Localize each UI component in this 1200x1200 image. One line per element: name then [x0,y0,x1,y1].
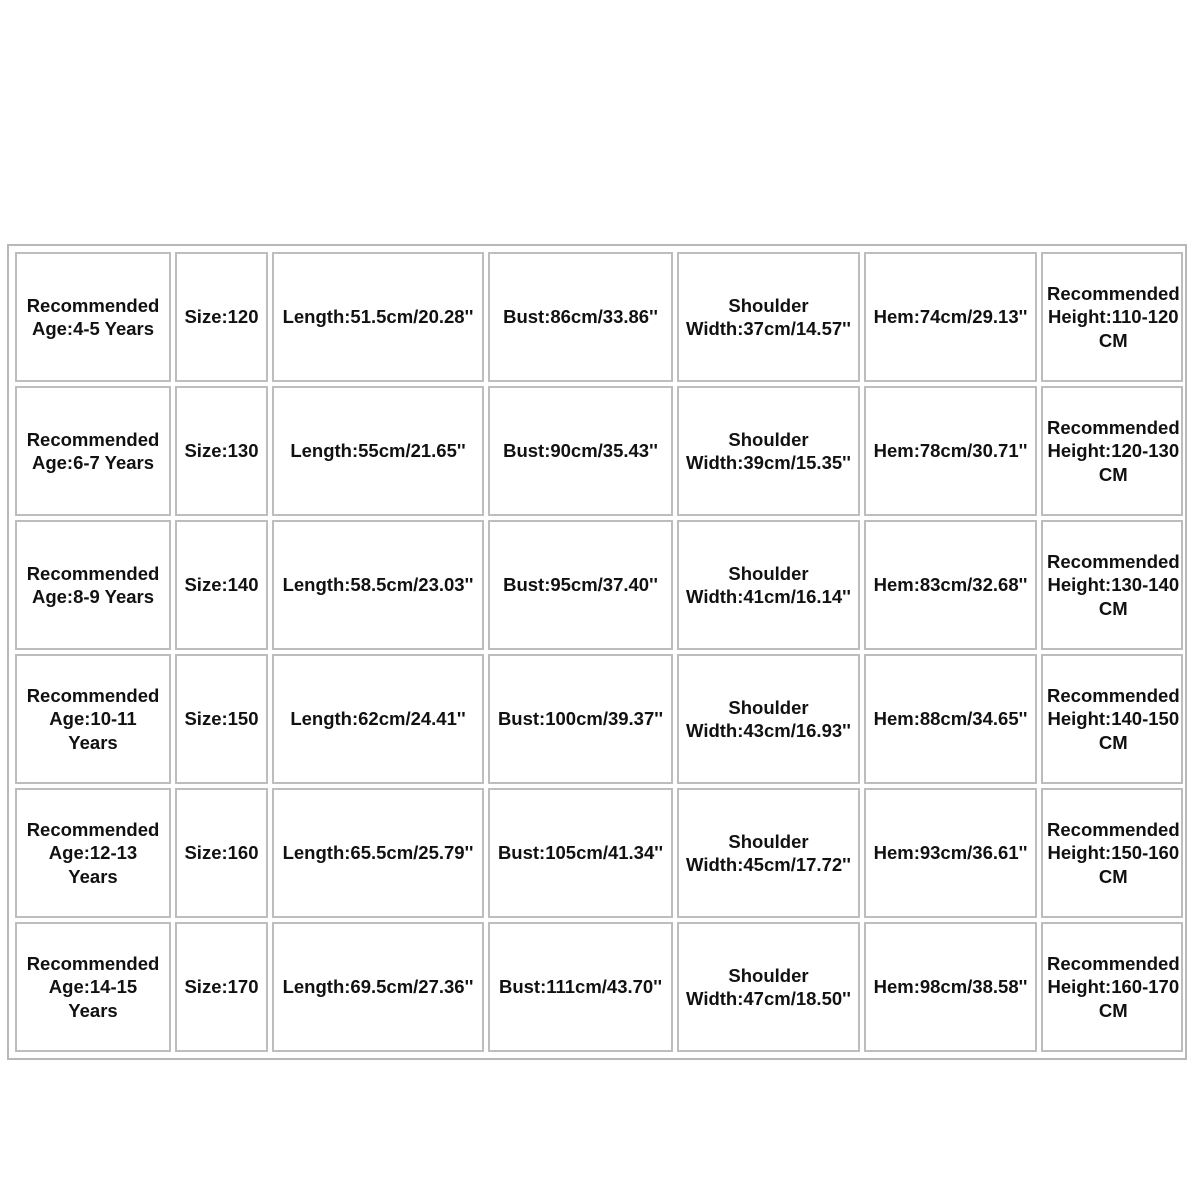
hem-text: Hem:88cm/34.65'' [873,708,1028,730]
size-text: Size:150 [184,708,259,730]
table-row [15,252,1183,382]
length-text: Length:55cm/21.65'' [290,440,466,462]
size-text: Size:140 [184,574,259,596]
cell-height [1041,520,1183,650]
cell-height [1041,922,1183,1052]
cell-length [272,386,484,516]
cell-shoulder [677,788,860,918]
cell-length [272,252,484,382]
cell-hem [864,520,1037,650]
shoulder-text: Shoulder Width:47cm/18.50'' [686,964,851,1009]
bust-text: Bust:86cm/33.86'' [503,306,658,328]
cell-shoulder [677,520,860,650]
hem-text: Hem:83cm/32.68'' [873,574,1028,596]
size-text: Size:160 [184,842,259,864]
cell-age [15,386,171,516]
size-text: Size:120 [184,306,259,328]
length-text: Length:62cm/24.41'' [290,708,466,730]
cell-shoulder [677,922,860,1052]
cell-bust [488,520,673,650]
cell-height [1041,386,1183,516]
cell-length [272,922,484,1052]
cell-hem [864,654,1037,784]
bust-text: Bust:100cm/39.37'' [497,708,664,730]
height-text: Recommended Height:120-130 CM [1047,416,1180,485]
table-row [15,386,1183,516]
cell-shoulder [677,252,860,382]
cell-shoulder [677,654,860,784]
cell-length [272,788,484,918]
height-text: Recommended Height:140-150 CM [1047,684,1180,753]
cell-age [15,654,171,784]
cell-length [272,654,484,784]
cell-age [15,922,171,1052]
age-text: Recommended Age:14-15 Years [26,952,160,1021]
bust-text: Bust:111cm/43.70'' [498,976,663,998]
size-chart-body [15,252,1183,1052]
height-text: Recommended Height:150-160 CM [1047,818,1180,887]
age-text: Recommended Age:10-11 Years [26,684,160,753]
cell-bust [488,252,673,382]
cell-shoulder [677,386,860,516]
hem-text: Hem:78cm/30.71'' [873,440,1028,462]
cell-size [175,252,268,382]
hem-text: Hem:93cm/36.61'' [873,842,1028,864]
height-text: Recommended Height:110-120 CM [1047,282,1180,351]
bust-text: Bust:95cm/37.40'' [503,574,658,596]
size-chart-frame [7,244,1187,1060]
cell-size [175,654,268,784]
cell-age [15,520,171,650]
age-text: Recommended Age:8-9 Years [26,562,160,607]
table-row [15,654,1183,784]
bust-text: Bust:105cm/41.34'' [497,842,664,864]
length-text: Length:69.5cm/27.36'' [282,976,474,998]
cell-hem [864,252,1037,382]
height-text: Recommended Height:130-140 CM [1047,550,1180,619]
table-row [15,788,1183,918]
age-text: Recommended Age:12-13 Years [26,818,160,887]
shoulder-text: Shoulder Width:37cm/14.57'' [686,294,851,339]
table-row [15,520,1183,650]
cell-bust [488,922,673,1052]
table-row [15,922,1183,1052]
cell-hem [864,386,1037,516]
cell-height [1041,252,1183,382]
shoulder-text: Shoulder Width:45cm/17.72'' [686,830,851,875]
cell-height [1041,654,1183,784]
cell-age [15,788,171,918]
cell-hem [864,922,1037,1052]
cell-size [175,788,268,918]
size-chart-table [11,248,1187,1056]
length-text: Length:51.5cm/20.28'' [282,306,474,328]
cell-bust [488,654,673,784]
cell-bust [488,788,673,918]
hem-text: Hem:98cm/38.58'' [873,976,1028,998]
shoulder-text: Shoulder Width:43cm/16.93'' [686,696,851,741]
age-text: Recommended Age:6-7 Years [26,428,160,473]
cell-size [175,386,268,516]
height-text: Recommended Height:160-170 CM [1047,952,1180,1021]
cell-hem [864,788,1037,918]
bust-text: Bust:90cm/35.43'' [503,440,658,462]
size-text: Size:130 [184,440,259,462]
cell-bust [488,386,673,516]
length-text: Length:58.5cm/23.03'' [282,574,474,596]
shoulder-text: Shoulder Width:41cm/16.14'' [686,562,851,607]
cell-size [175,520,268,650]
length-text: Length:65.5cm/25.79'' [282,842,474,864]
shoulder-text: Shoulder Width:39cm/15.35'' [686,428,851,473]
size-text: Size:170 [184,976,259,998]
cell-height [1041,788,1183,918]
hem-text: Hem:74cm/29.13'' [873,306,1028,328]
cell-size [175,922,268,1052]
cell-age [15,252,171,382]
cell-length [272,520,484,650]
age-text: Recommended Age:4-5 Years [26,294,160,339]
